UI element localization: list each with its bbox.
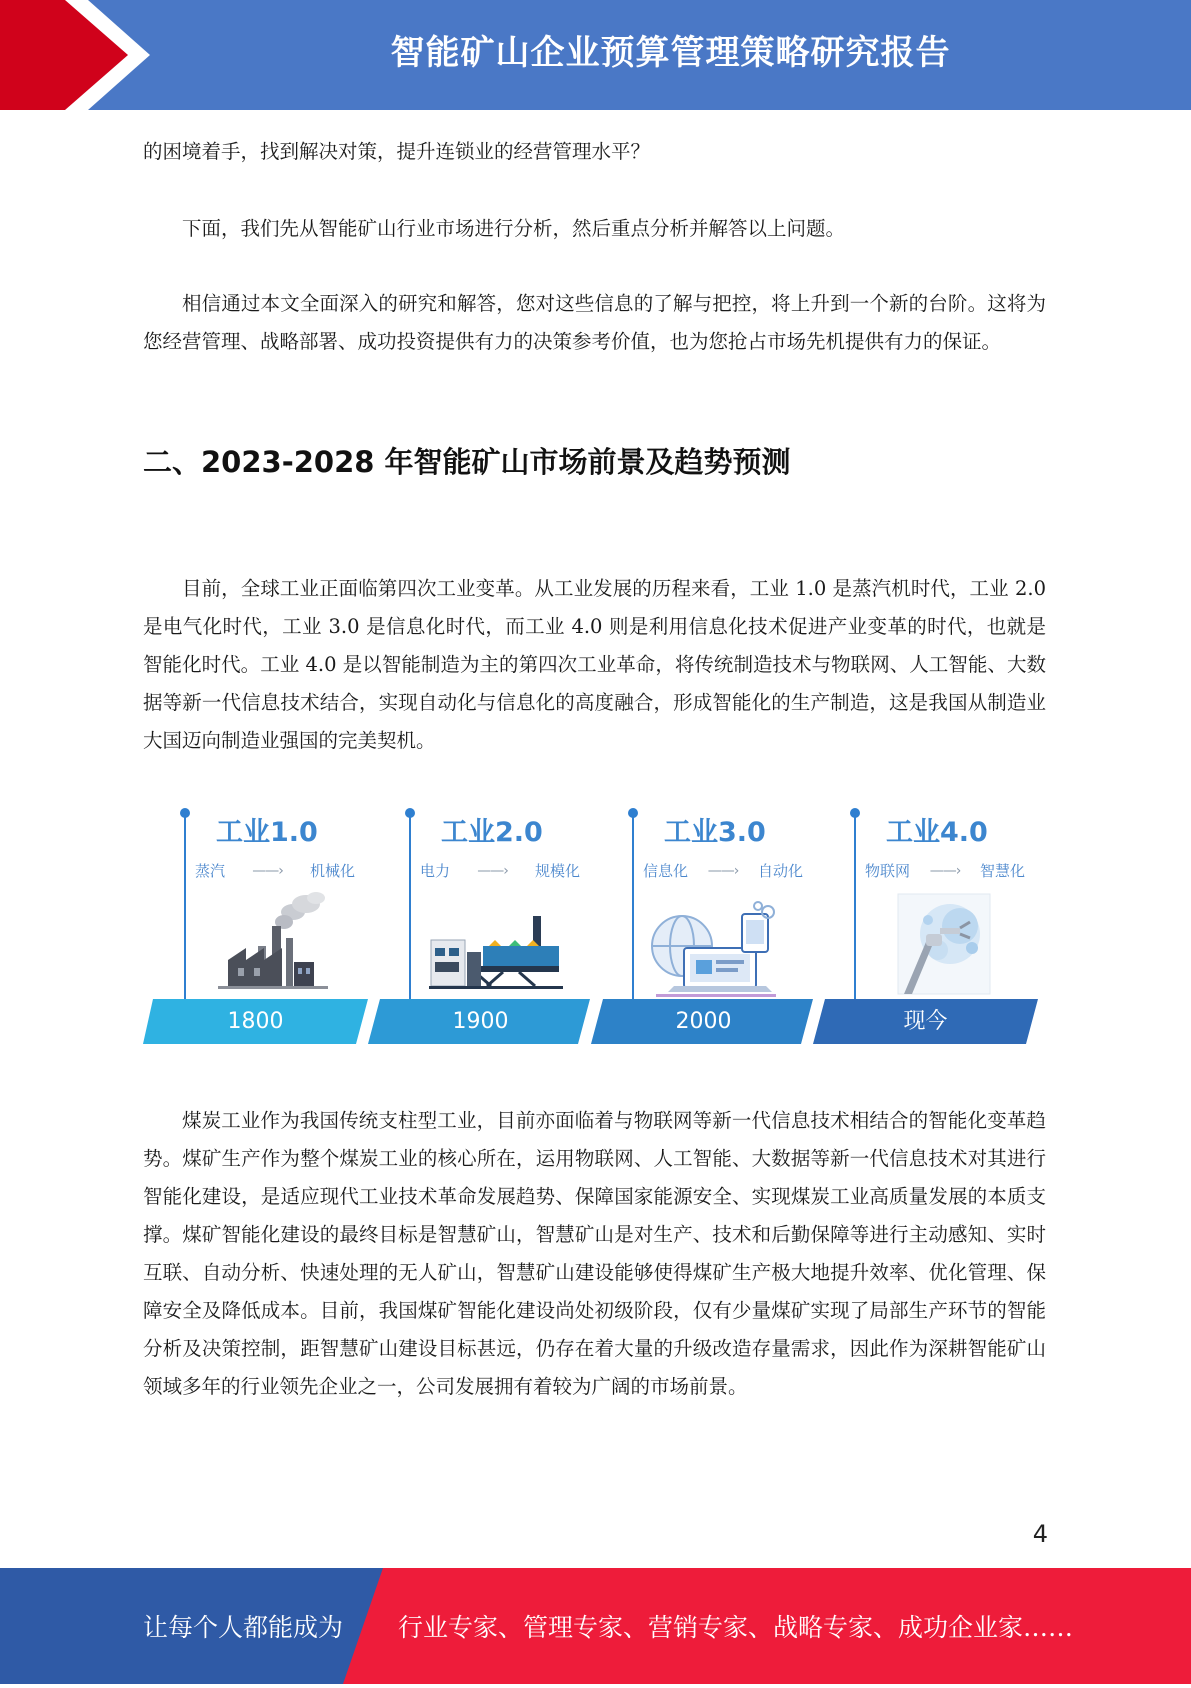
report-title: 智能矿山企业预算管理策略研究报告 <box>390 33 951 73</box>
timeline-stage-4 <box>813 800 1038 1050</box>
timeline-dot <box>628 808 638 818</box>
stage-transition <box>643 860 803 881</box>
stage-from: 蒸汽 <box>195 862 226 880</box>
stage-year: 2000 <box>675 1009 732 1034</box>
timeline-stage-1 <box>143 800 368 1050</box>
stage-title: 工业4.0 <box>886 817 988 848</box>
intro-block-3 <box>143 285 1046 361</box>
timeline-line <box>409 812 411 1004</box>
stage-year: 现今 <box>903 1009 948 1034</box>
timeline-dot <box>850 808 860 818</box>
arrow-right-icon: ——› <box>707 862 739 879</box>
intro-paragraph-3: 相信通过本文全面深入的研究和解答，您对这些信息的了解与把控，将上升到一个新的台阶。这将为您经营管理、战略部署、成功投资提供有力的决策参考价值，也为您抢占市场先机提供有力的保证。 <box>143 292 1046 353</box>
section-paragraph-1: 目前，全球工业正面临第四次工业变革。从工业发展的历程来看，工业 1.0 是蒸汽机时代，工业 2.0 是电气化时代，工业 3.0 是信息化时代，而工业 4.0 则是利用信息化技术促进产业变革的时代，也就是智能化时代。工业 4.0 是以智能制造为主的第四次工业革命，将传统制造技术与物联网、人工智能、大数据等新一代信息技术结合，实现自动化与信息化的高度融合，形成智能化的生产制造，这是我国从制造业大国迈向制造业强国的完美契机。 <box>143 577 1046 752</box>
robot-arm-icon <box>868 890 1018 1000</box>
intro-block <box>143 133 1046 171</box>
stage-from: 信息化 <box>643 862 689 880</box>
timeline-line <box>854 812 856 1004</box>
stage-to: 规模化 <box>534 862 580 880</box>
page-number: 4 <box>1032 1520 1048 1548</box>
stage-transition <box>195 860 355 881</box>
section-block-1 <box>143 570 1046 760</box>
timeline-line <box>184 812 186 1004</box>
timeline-line <box>632 812 634 1004</box>
industry-timeline <box>143 800 1046 1050</box>
section-block-2 <box>143 1102 1046 1406</box>
timeline-stage-2 <box>368 800 593 1050</box>
stage-from: 物联网 <box>865 862 911 880</box>
footer-slogan-right: 行业专家、管理专家、营销专家、战略专家、成功企业家…… <box>398 1613 1074 1642</box>
stage-title: 工业2.0 <box>441 817 543 848</box>
arrow-right-icon: ——› <box>477 862 508 879</box>
stage-to: 机械化 <box>309 862 355 880</box>
stage-to: 自动化 <box>757 862 803 880</box>
timeline-dot <box>180 808 190 818</box>
footer-slogan-left: 让每个人都能成为 <box>143 1613 344 1642</box>
arrow-right-icon: ——› <box>929 862 961 879</box>
factory-smoke-icon <box>198 890 348 1000</box>
intro-paragraph-2: 下面，我们先从智能矿山行业市场进行分析，然后重点分析并解答以上问题。 <box>182 217 846 240</box>
section-heading: 二、2023-2028 年智能矿山市场前景及趋势预测 <box>143 445 791 479</box>
page-footer <box>0 1568 1191 1684</box>
stage-title: 工业1.0 <box>216 817 318 848</box>
stage-transition <box>420 860 580 881</box>
timeline-dot <box>405 808 415 818</box>
timeline-stage-3 <box>591 800 816 1050</box>
stage-transition <box>865 860 1025 881</box>
stage-to: 智慧化 <box>979 862 1025 880</box>
intro-block-2 <box>143 210 1046 248</box>
header-arrow-icon <box>0 0 150 110</box>
page-header <box>0 0 1191 110</box>
stage-title: 工业3.0 <box>664 817 766 848</box>
stage-from: 电力 <box>420 862 451 880</box>
computer-devices-icon <box>646 890 796 1000</box>
section-paragraph-2: 煤炭工业作为我国传统支柱型工业，目前亦面临着与物联网等新一代信息技术相结合的智能化变革趋势。煤矿生产作为整个煤炭工业的核心所在，运用物联网、人工智能、大数据等新一代信息技术对其进行智能化建设，是适应现代工业技术革命发展趋势、保障国家能源安全、实现煤炭工业高质量发展的本质支撑。煤矿智能化建设的最终目标是智慧矿山，智慧矿山是对生产、技术和后勤保障等进行主动感知、实时互联、自动分析、快速处理的无人矿山，智慧矿山建设能够使得煤矿生产极大地提升效率、优化管理、保障安全及降低成本。目前，我国煤矿智能化建设尚处初级阶段，仅有少量煤矿实现了局部生产环节的智能分析及决策控制，距智慧矿山建设目标甚远，仍存在着大量的升级改造存量需求，因此作为深耕智能矿山领域多年的行业领先企业之一，公司发展拥有着较为广阔的市场前景。 <box>143 1109 1046 1398</box>
stage-year: 1800 <box>227 1009 284 1034</box>
assembly-line-icon <box>423 890 573 1000</box>
arrow-right-icon: ——› <box>252 862 283 879</box>
intro-paragraph-1: 的困境着手，找到解决对策，提升连锁业的经营管理水平？ <box>143 140 651 163</box>
stage-year: 1900 <box>452 1009 509 1034</box>
